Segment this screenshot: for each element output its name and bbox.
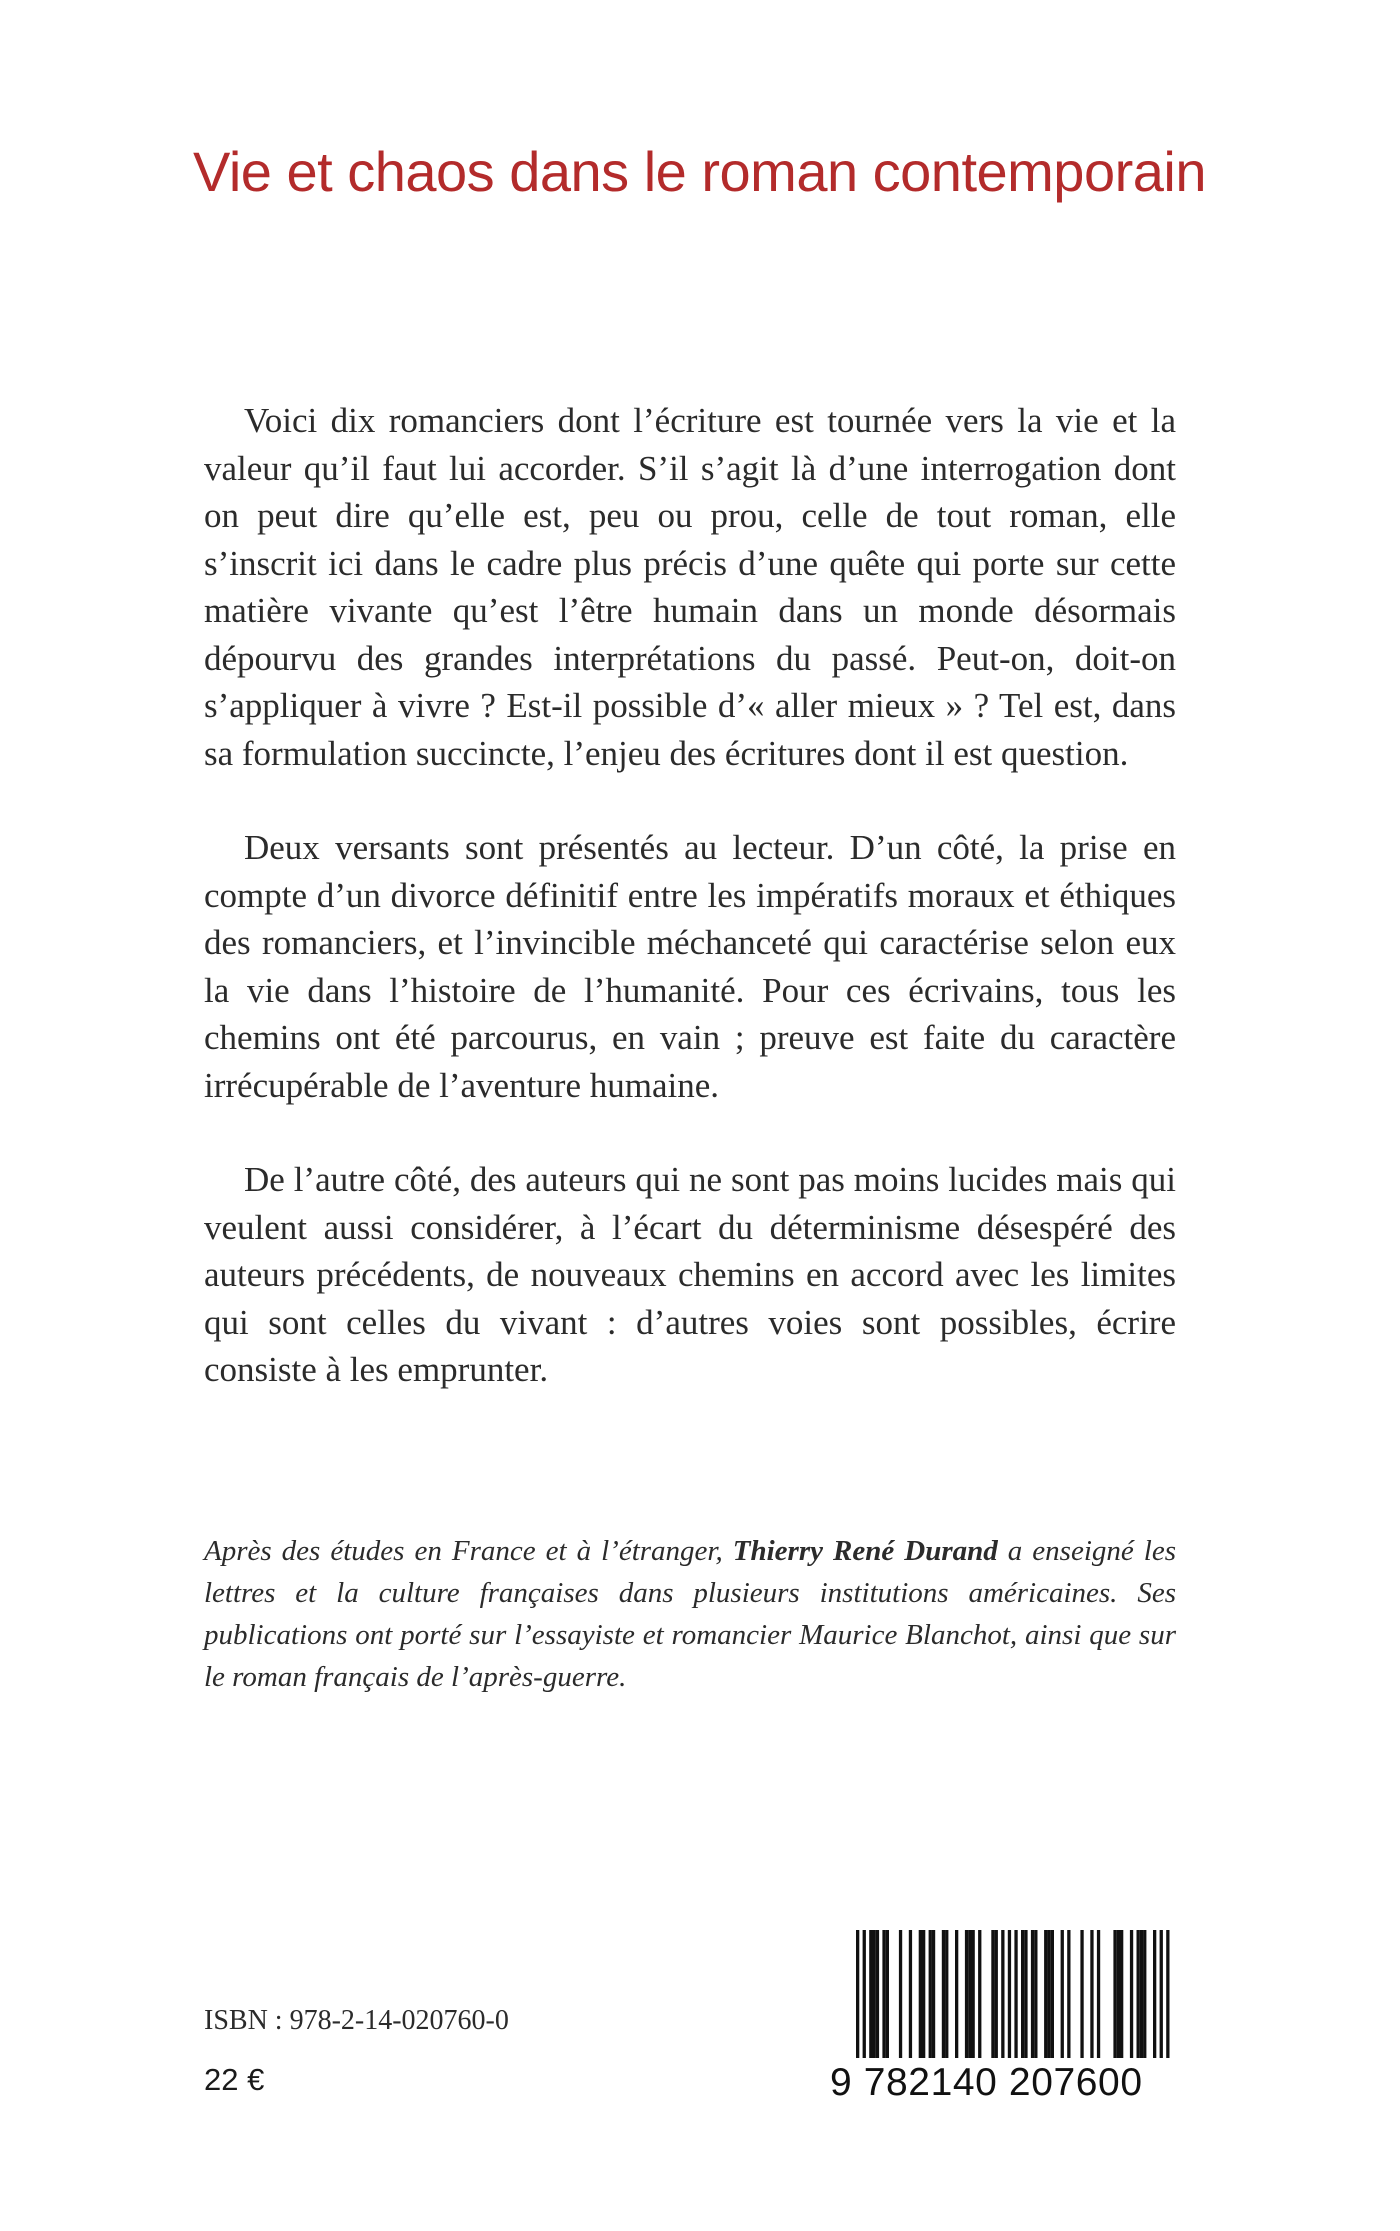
author-name: Thierry René Durand [732, 1535, 998, 1567]
blurb-paragraph-1: Voici dix romanciers dont l’écriture est tournée vers la vie et la valeur qu’il faut lui accorder. S’il s’agit là d’une interrogation dont on peut dire qu’elle est, peu ou prou, celle de tout roman, elle s’inscrit ici dans le cadre plus précis d’une quête qui porte sur cette matière vivante qu’est l’être humain dans un monde désormais dépourvu des grandes interprétations du passé. Peut-on, doit-on s’appliquer à vivre ? Est-il possible d’« aller mieux » ? Tel est, dans sa formulation succincte, l’enjeu des écritures dont il est question. [204, 401, 1176, 773]
book-title: Vie et chaos dans le roman contemporain [193, 140, 1206, 203]
blurb [204, 397, 1176, 1394]
author-bio-rest: a enseigné les lettres et la culture françaises dans plusieurs institutions américaines. Ses publications ont porté sur l’essayiste et romancier Maurice Blanchot, ainsi que sur le roman français de l’après-guerre. [204, 1535, 1176, 1693]
barcode [830, 1930, 1180, 2107]
author-bio [204, 1530, 1176, 1698]
author-bio-intro: Après des études en France et à l’étranger, [204, 1535, 733, 1567]
isbn-label: ISBN : 978-2-14-020760-0 [204, 2005, 509, 2036]
price-label: 22 € [204, 2062, 265, 2097]
blurb-paragraph-3: De l’autre côté, des auteurs qui ne sont pas moins lucides mais qui veulent aussi considérer, à l’écart du déterminisme désespéré des auteurs précédents, de nouveaux chemins en accord avec les limites qui sont celles du vivant : d’autres voies sont possibles, écrire consiste à les emprunter. [204, 1160, 1176, 1389]
blurb-paragraph-2: Deux versants sont présentés au lecteur. D’un côté, la prise en compte d’un divorce définitif entre les impératifs moraux et éthiques des romanciers, et l’invincible méchanceté qui caractérise selon eux la vie dans l’histoire de l’humanité. Pour ces écrivains, tous les chemins ont été parcourus, en vain ; preuve est faite du caractère irrécupérable de l’aventure humaine. [204, 828, 1176, 1105]
barcode-digits: 9 782140 207600 [830, 2058, 1180, 2107]
